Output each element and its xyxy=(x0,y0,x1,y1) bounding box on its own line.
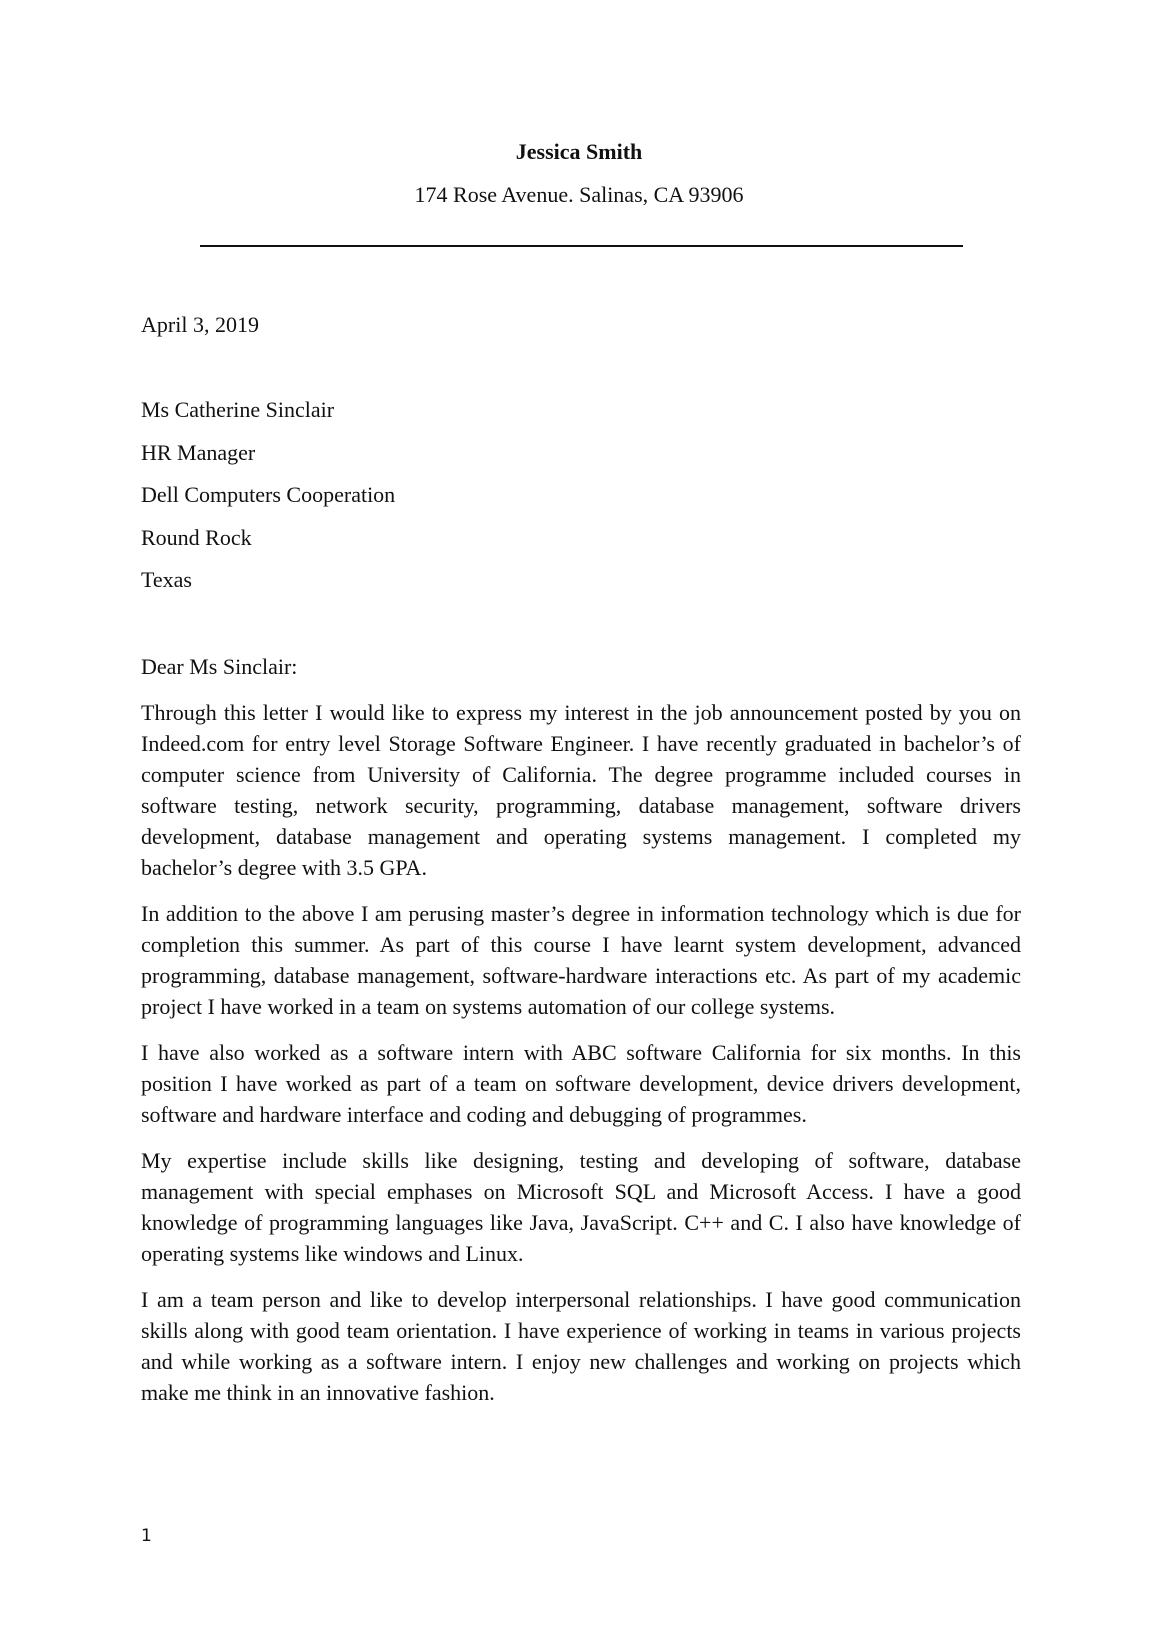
recipient-company: Dell Computers Cooperation xyxy=(141,482,396,507)
page-number: 1 xyxy=(141,1526,152,1546)
salutation: Dear Ms Sinclair: xyxy=(141,654,298,679)
sender-name: Jessica Smith xyxy=(515,139,643,164)
letter-date: April 3, 2019 xyxy=(141,312,259,337)
recipient-city: Round Rock xyxy=(141,524,252,550)
letter-body xyxy=(141,697,1021,1423)
header-divider xyxy=(200,245,963,247)
body-paragraph: I have also worked as a software intern with ABC software California for six months. In this position I have worked as part of a team on software development, device drivers development, software and hardware interface and coding and debugging of programmes. xyxy=(141,1040,1021,1127)
body-paragraph: I am a team person and like to develop interpersonal relationships. I have good communication skills along with good team orientation. I have experience of working in teams in various projects and while working as a software intern. I enjoy new challenges and working on projects which make me think in an innovative fashion. xyxy=(141,1287,1021,1405)
body-paragraph: My expertise include skills like designing, testing and developing of software, database management with special emphases on Microsoft SQL and Microsoft Access. I have a good knowledge of programming languages like Java, JavaScript. C++ and C. I also have knowledge of operating systems like windows and Linux. xyxy=(141,1148,1021,1266)
sender-address: 174 Rose Avenue. Salinas, CA 93906 xyxy=(414,182,744,207)
recipient-state: Texas xyxy=(141,567,192,592)
recipient-address-block xyxy=(141,397,1021,610)
body-paragraph: Through this letter I would like to express my interest in the job announcement posted by you on Indeed.com for entry level Storage Software Engineer. I have recently graduated in bachelor’s of computer science from University of California. The degree programme included courses in software testing, network security, programming, database management, software drivers development, database management and operating systems management. I completed my bachelor’s degree with 3.5 GPA. xyxy=(141,700,1021,880)
body-paragraph: In addition to the above I am perusing master’s degree in information technology which is due for completion this summer. As part of this course I have learnt system development, advanced programming, database management, software-hardware interactions etc. As part of my academic project I have worked in a team on systems automation of our college systems. xyxy=(141,901,1021,1019)
recipient-name: Ms Catherine Sinclair xyxy=(141,397,335,422)
recipient-title: HR Manager xyxy=(141,439,256,465)
